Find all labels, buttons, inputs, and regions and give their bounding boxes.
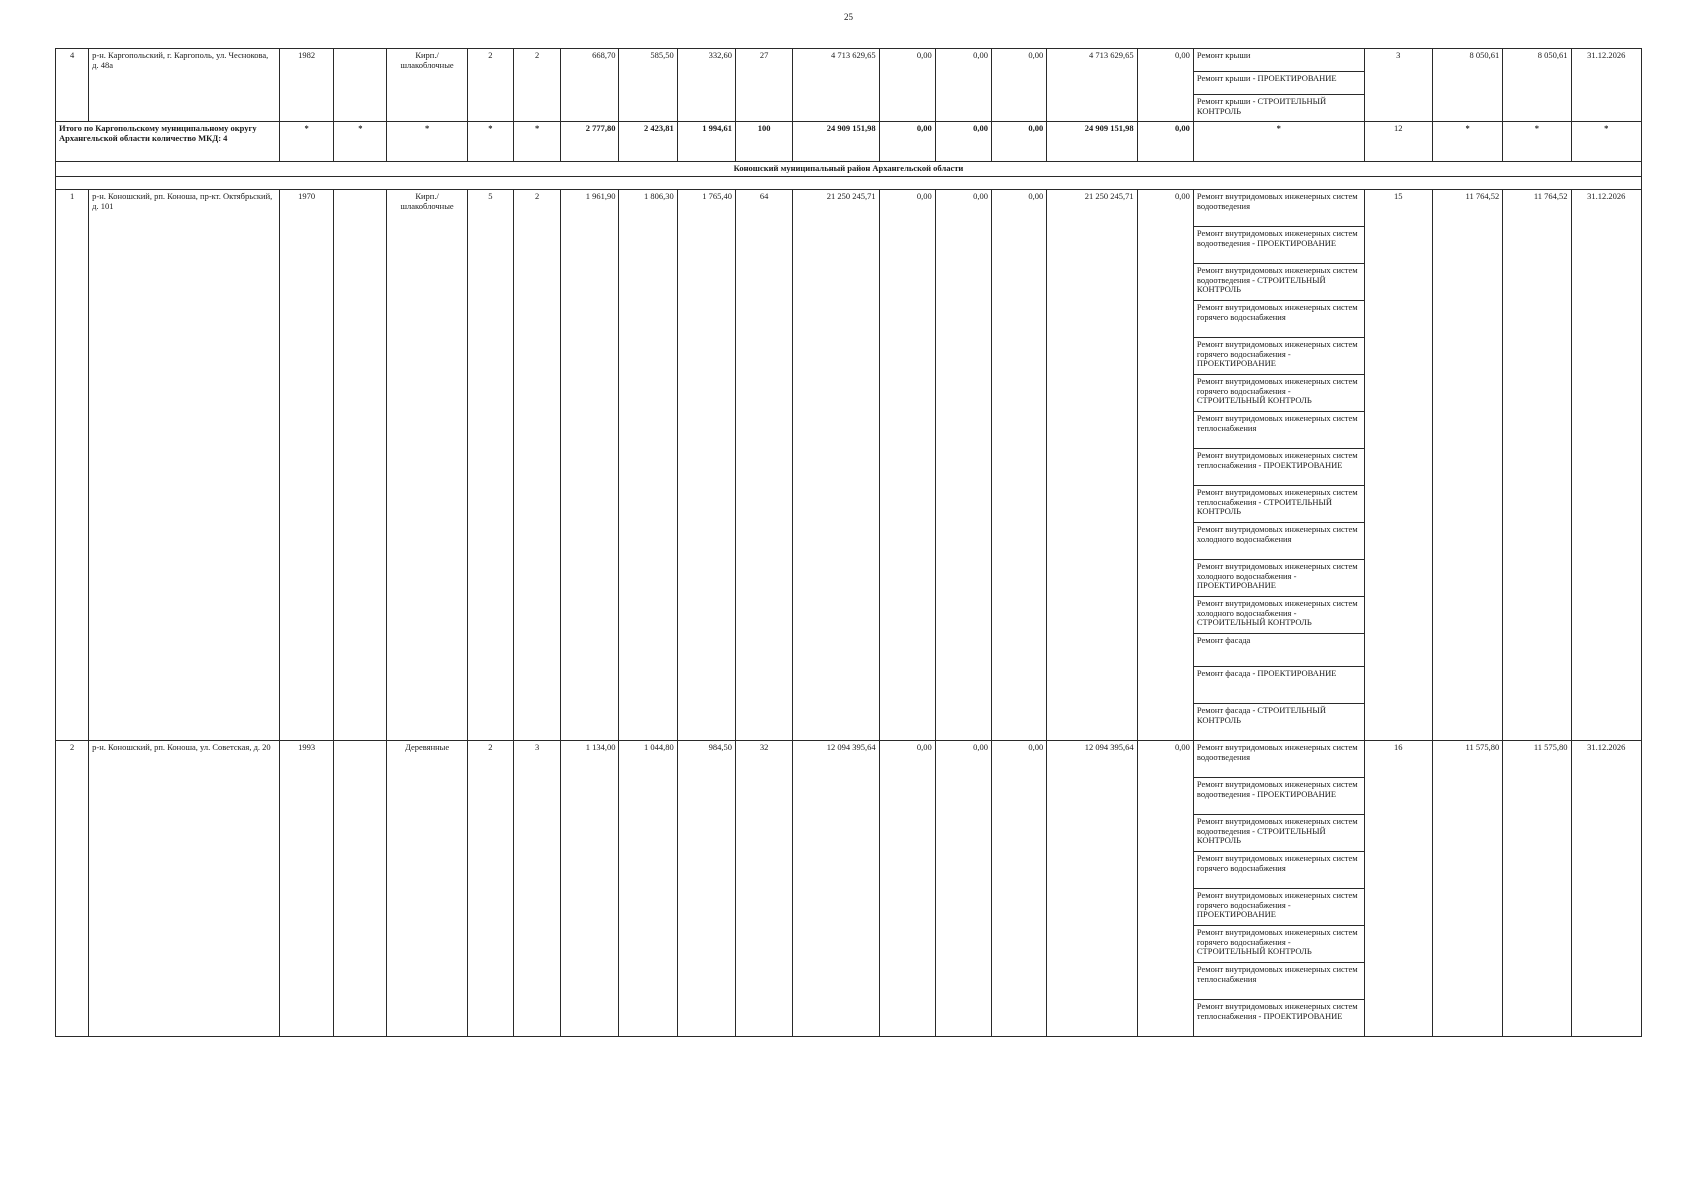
work-type-cell: Ремонт внутридомовых инженерных систем водоотведения - СТРОИТЕЛЬНЫЙ КОНТРОЛЬ <box>1193 263 1364 300</box>
entrances-cell: 2 <box>513 189 560 740</box>
work-type-cell: Ремонт внутридомовых инженерных систем водоотведения <box>1193 189 1364 226</box>
spacer-row <box>56 176 1642 189</box>
area-total-cell: 668,70 <box>561 49 619 122</box>
subtotal-fund-1: 0,00 <box>879 122 935 162</box>
code-cell: 15 <box>1364 189 1432 740</box>
subtotal-residents: 100 <box>735 122 792 162</box>
table-row <box>56 740 1642 777</box>
year-repair-cell <box>334 49 387 122</box>
capital-repair-table <box>55 48 1642 190</box>
fund-2-cell: 0,00 <box>935 189 991 740</box>
work-type-cell: Ремонт фасада - ПРОЕКТИРОВАНИЕ <box>1193 666 1364 703</box>
work-type-cell: Ремонт крыши <box>1193 49 1364 72</box>
subtotal-fund-3: 0,00 <box>992 122 1047 162</box>
address-cell: р-н. Каргопольский, г. Каргополь, ул. Чеснокова, д. 48а <box>89 49 280 122</box>
work-type-cell: Ремонт внутридомовых инженерных систем горячего водоснабжения - ПРОЕКТИРОВАНИЕ <box>1193 337 1364 374</box>
work-type-cell: Ремонт внутридомовых инженерных систем холодного водоснабжения - СТРОИТЕЛЬНЫЙ КОНТРОЛЬ <box>1193 596 1364 633</box>
unit-cost-cell: 11 764,52 <box>1432 189 1502 740</box>
max-cost-cell: 8 050,61 <box>1503 49 1571 122</box>
fund-2-cell: 0,00 <box>935 49 991 122</box>
wall-material-cell: Кирп./ шлакоблочные <box>387 189 467 740</box>
work-type-cell: Ремонт внутридомовых инженерных систем горячего водоснабжения <box>1193 851 1364 888</box>
work-type-cell: Ремонт внутридомовых инженерных систем водоотведения - ПРОЕКТИРОВАНИЕ <box>1193 777 1364 814</box>
entrances-cell: 2 <box>513 49 560 122</box>
area-living-cell: 585,50 <box>619 49 677 122</box>
code-cell: 3 <box>1364 49 1432 122</box>
area-total-cell: 1 961,90 <box>561 189 619 740</box>
fund-3-cell: 0,00 <box>992 49 1047 122</box>
floors-cell: 2 <box>467 49 513 122</box>
deadline-cell: 31.12.2026 <box>1571 740 1641 1036</box>
fund-1-cell: 0,00 <box>879 740 935 1036</box>
wall-material-cell: Кирп./ шлакоблочные <box>387 49 467 122</box>
cost-total-cell: 12 094 395,64 <box>793 740 879 1036</box>
work-type-cell: Ремонт внутридомовых инженерных систем теплоснабжения <box>1193 962 1364 999</box>
subtotal-cost-total: 24 909 151,98 <box>793 122 879 162</box>
table-row <box>56 189 1642 226</box>
page-number: 25 <box>844 12 853 22</box>
unit-cost-cell: 11 575,80 <box>1432 740 1502 1036</box>
wall-material-cell: Деревянные <box>387 740 467 1036</box>
fund-1-cell: 0,00 <box>879 49 935 122</box>
subtotal-star: * <box>1193 122 1364 162</box>
area-residents-cell: 1 765,40 <box>677 189 735 740</box>
subtotal-star: * <box>1503 122 1571 162</box>
region-title: Коношский муниципальный район Архангельской области <box>56 162 1642 177</box>
work-type-cell: Ремонт внутридомовых инженерных систем теплоснабжения - СТРОИТЕЛЬНЫЙ КОНТРОЛЬ <box>1193 485 1364 522</box>
deadline-cell: 31.12.2026 <box>1571 189 1641 740</box>
work-type-cell: Ремонт крыши - ПРОЕКТИРОВАНИЕ <box>1193 72 1364 95</box>
area-living-cell: 1 806,30 <box>619 189 677 740</box>
residents-cell: 27 <box>735 49 792 122</box>
code-cell: 16 <box>1364 740 1432 1036</box>
cost-total-cell: 21 250 245,71 <box>793 189 879 740</box>
work-type-cell: Ремонт крыши - СТРОИТЕЛЬНЫЙ КОНТРОЛЬ <box>1193 95 1364 122</box>
max-cost-cell: 11 575,80 <box>1503 740 1571 1036</box>
year-built-cell: 1982 <box>279 49 333 122</box>
area-living-cell: 1 044,80 <box>619 740 677 1036</box>
fund-other-cell: 0,00 <box>1137 49 1193 122</box>
subtotal-code: 12 <box>1364 122 1432 162</box>
area-total-cell: 1 134,00 <box>561 740 619 1036</box>
subtotal-star: * <box>1432 122 1502 162</box>
subtotal-area-living: 2 423,81 <box>619 122 677 162</box>
floors-cell: 2 <box>467 740 513 1036</box>
region-rows-table <box>55 189 1642 1037</box>
fund-owner-cell: 21 250 245,71 <box>1047 189 1137 740</box>
fund-1-cell: 0,00 <box>879 189 935 740</box>
work-type-cell: Ремонт внутридомовых инженерных систем теплоснабжения <box>1193 411 1364 448</box>
subtotal-star: * <box>513 122 560 162</box>
subtotal-fund-owner: 24 909 151,98 <box>1047 122 1137 162</box>
year-built-cell: 1970 <box>279 189 333 740</box>
cost-total-cell: 4 713 629,65 <box>793 49 879 122</box>
work-type-cell: Ремонт внутридомовых инженерных систем холодного водоснабжения <box>1193 522 1364 559</box>
year-built-cell: 1993 <box>279 740 333 1036</box>
work-type-cell: Ремонт внутридомовых инженерных систем горячего водоснабжения <box>1193 300 1364 337</box>
area-residents-cell: 332,60 <box>677 49 735 122</box>
work-type-cell: Ремонт внутридомовых инженерных систем теплоснабжения - ПРОЕКТИРОВАНИЕ <box>1193 999 1364 1036</box>
entrances-cell: 3 <box>513 740 560 1036</box>
work-type-cell: Ремонт внутридомовых инженерных систем горячего водоснабжения - ПРОЕКТИРОВАНИЕ <box>1193 888 1364 925</box>
address-cell: р-н. Коношский, рп. Коноша, пр-кт. Октябрьский, д. 101 <box>89 189 280 740</box>
fund-other-cell: 0,00 <box>1137 189 1193 740</box>
year-repair-cell <box>334 189 387 740</box>
work-type-cell: Ремонт внутридомовых инженерных систем водоотведения - СТРОИТЕЛЬНЫЙ КОНТРОЛЬ <box>1193 814 1364 851</box>
document-sheet <box>55 48 1642 1037</box>
subtotal-star: * <box>467 122 513 162</box>
work-type-cell: Ремонт внутридомовых инженерных систем теплоснабжения - ПРОЕКТИРОВАНИЕ <box>1193 448 1364 485</box>
row-number: 2 <box>56 740 89 1036</box>
year-repair-cell <box>334 740 387 1036</box>
address-cell: р-н. Коношский, рп. Коноша, ул. Советская, д. 20 <box>89 740 280 1036</box>
work-type-cell: Ремонт фасада <box>1193 633 1364 666</box>
work-type-cell: Ремонт внутридомовых инженерных систем водоотведения <box>1193 740 1364 777</box>
residents-cell: 64 <box>735 189 792 740</box>
table-row <box>56 49 1642 72</box>
row-number: 4 <box>56 49 89 122</box>
deadline-cell: 31.12.2026 <box>1571 49 1641 122</box>
subtotal-star: * <box>387 122 467 162</box>
subtotal-star: * <box>279 122 333 162</box>
subtotal-fund-2: 0,00 <box>935 122 991 162</box>
region-header-row <box>56 162 1642 177</box>
residents-cell: 32 <box>735 740 792 1036</box>
row-number: 1 <box>56 189 89 740</box>
fund-3-cell: 0,00 <box>992 189 1047 740</box>
subtotal-label: Итого по Каргопольскому муниципальному округу Архангельской области количество МКД: 4 <box>56 122 280 162</box>
work-type-cell: Ремонт внутридомовых инженерных систем водоотведения - ПРОЕКТИРОВАНИЕ <box>1193 226 1364 263</box>
work-type-cell: Ремонт фасада - СТРОИТЕЛЬНЫЙ КОНТРОЛЬ <box>1193 703 1364 740</box>
area-residents-cell: 984,50 <box>677 740 735 1036</box>
spacer-cell <box>56 176 1642 189</box>
fund-2-cell: 0,00 <box>935 740 991 1036</box>
subtotal-fund-other: 0,00 <box>1137 122 1193 162</box>
work-type-cell: Ремонт внутридомовых инженерных систем холодного водоснабжения - ПРОЕКТИРОВАНИЕ <box>1193 559 1364 596</box>
fund-owner-cell: 4 713 629,65 <box>1047 49 1137 122</box>
fund-owner-cell: 12 094 395,64 <box>1047 740 1137 1036</box>
work-type-cell: Ремонт внутридомовых инженерных систем горячего водоснабжения - СТРОИТЕЛЬНЫЙ КОНТРОЛЬ <box>1193 374 1364 411</box>
subtotal-star: * <box>1571 122 1641 162</box>
subtotal-area-total: 2 777,80 <box>561 122 619 162</box>
work-type-cell: Ремонт внутридомовых инженерных систем горячего водоснабжения - СТРОИТЕЛЬНЫЙ КОНТРОЛЬ <box>1193 925 1364 962</box>
subtotal-row <box>56 122 1642 162</box>
floors-cell: 5 <box>467 189 513 740</box>
fund-3-cell: 0,00 <box>992 740 1047 1036</box>
fund-other-cell: 0,00 <box>1137 740 1193 1036</box>
subtotal-star: * <box>334 122 387 162</box>
unit-cost-cell: 8 050,61 <box>1432 49 1502 122</box>
subtotal-area-residents: 1 994,61 <box>677 122 735 162</box>
max-cost-cell: 11 764,52 <box>1503 189 1571 740</box>
